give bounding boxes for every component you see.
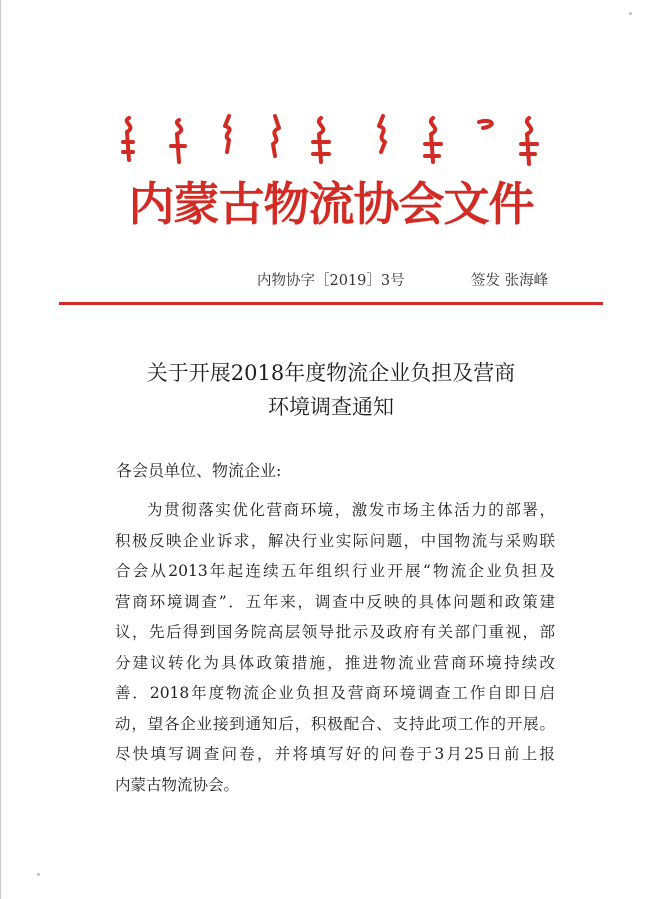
body-paragraph — [115, 495, 555, 800]
red-divider-line — [59, 302, 603, 305]
notice-title — [81, 356, 581, 424]
document-signer: 签发 张海峰 — [471, 273, 549, 289]
scan-artifact — [37, 873, 40, 876]
body-line: 分建议转化为具体政策措施，推进物流业营商环境持续改 — [115, 653, 555, 672]
body-line: 积极反映企业诉求，解决行业实际问题，中国物流与采购联 — [115, 531, 555, 550]
body-line: 合会从2013年起连续五年组织行业开展“物流企业负担及 — [115, 562, 555, 580]
notice-title-line-2: 环境调查通知 — [268, 395, 394, 419]
document-number: 内物协字［2019］3号 — [257, 273, 405, 289]
body-line: 尽快填写调查问卷，并将填写好的问卷于3月25日前上报 — [115, 745, 555, 763]
body-line: 营商环境调查”．五年来，调查中反映的具体问题和政策建 — [115, 592, 555, 611]
notice-title-line-1: 关于开展2018年度物流企业负担及营商 — [146, 361, 516, 385]
body-line: 议，先后得到国务院高层领导批示及政府有关部门重视，部 — [115, 623, 555, 641]
org-title: 内蒙古物流协会文件 — [128, 177, 534, 231]
scan-artifact — [629, 12, 632, 15]
mongolian-script-header — [117, 112, 547, 168]
body-line: 动，望各企业接到通知后，积极配合、支持此项工作的开展。 — [115, 714, 555, 733]
salutation: 各会员单位、物流企业: — [116, 461, 282, 480]
body-line: 内蒙古物流协会。 — [115, 775, 240, 794]
body-line: 为贯彻落实优化营商环境，激发市场主体活力的部署， — [147, 501, 555, 519]
body-line: 善．2018年度物流企业负担及营商环境调查工作自即日启 — [115, 684, 555, 702]
